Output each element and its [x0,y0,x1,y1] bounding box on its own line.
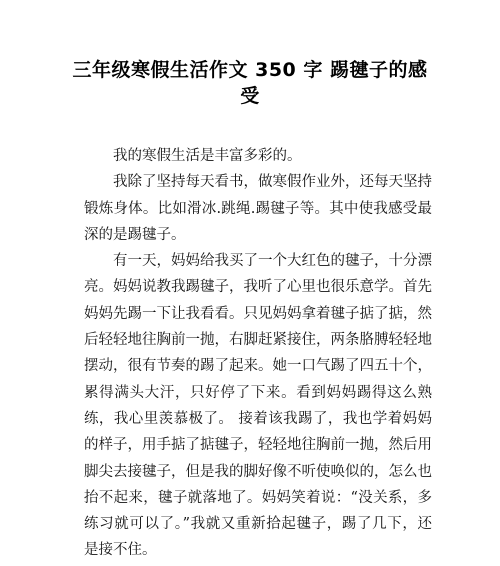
paragraph-1: 我的寒假生活是丰富多彩的。 [113,148,302,164]
paragraph-2: 我除了坚持每天看书，做寒假作业外，还每天坚持锻炼身体。比如滑冰.跳绳.踢毽子等。其中使我感受最深的是踢毽子。 [84,174,432,243]
document-body [84,143,432,564]
document-title: 三年级寒假生活作文 350 字 踢毽子的感受 [72,59,428,107]
paragraph-3: 有一天，妈妈给我买了一个大红色的毽子，十分漂亮。妈妈说教我踢毽子，我听了心里也很乐意学。首先妈妈先踢一下让我看看。只见妈妈拿着毽子掂了掂，然后轻轻地往胸前一抛，右脚赶紧接住，两条胳膊轻轻地摆动，很有节奏的踢了起来。她一口气踢了四五十个，累得满头大汗，只好停了下来。看到妈妈踢得这么熟练，我心里羡慕极了。 接着该我踢了，我也学着妈妈的样子，用手掂了掂毽子，轻轻地往胸前一抛，然后用脚尖去接毽子，但是我的脚好像不听使唤似的，怎么也抬不起来，毽子就落地了。妈妈笑着说：“没关系，多练习就可以了。”我就又重新拾起毽子，踢了几下，还是接不住。 [84,253,432,559]
